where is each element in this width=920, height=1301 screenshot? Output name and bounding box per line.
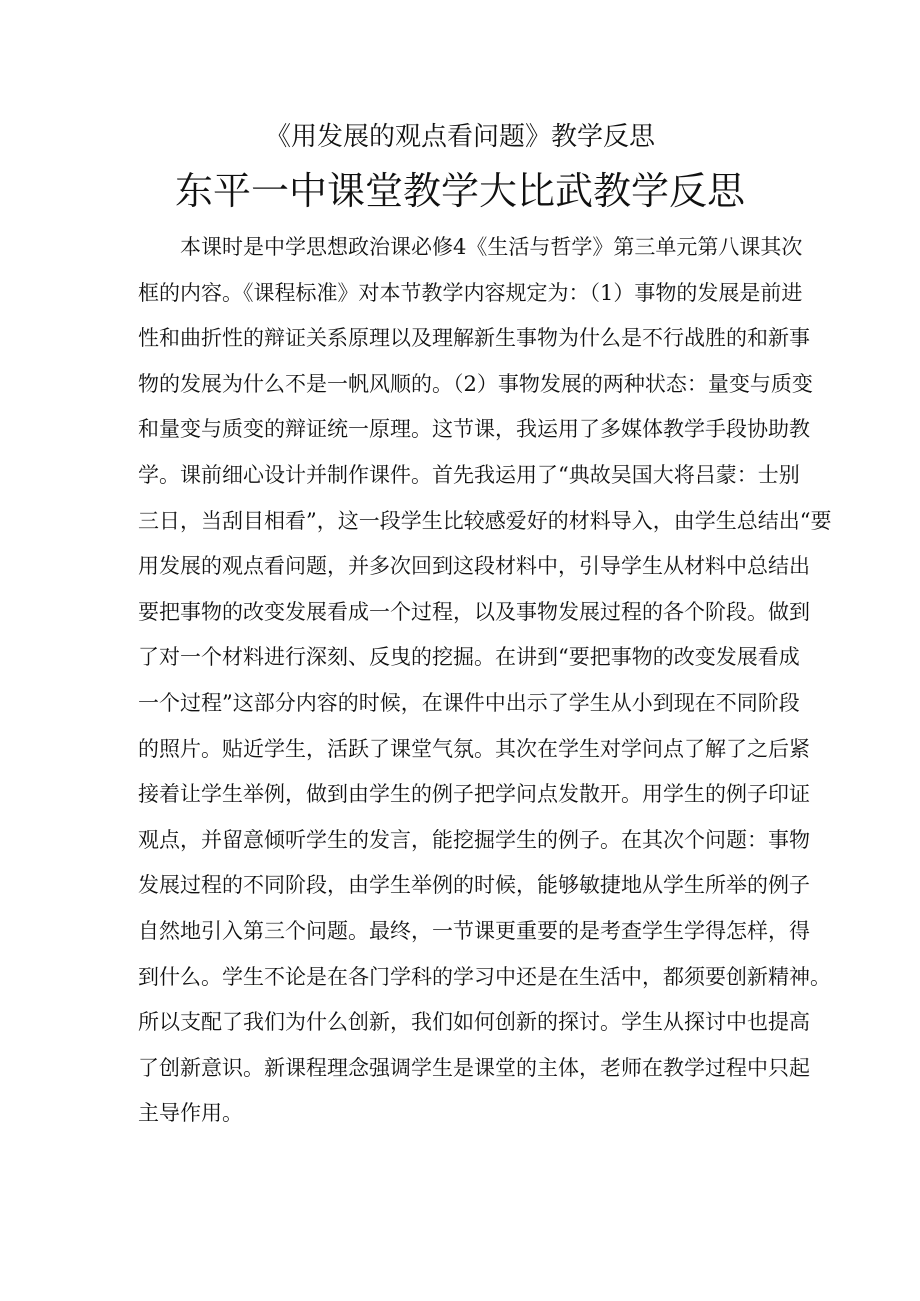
paragraph-line: 观点，并留意倾听学生的发言，能挖掘学生的例子。在其次个问题：事物 [138, 827, 810, 852]
paragraph-line: 三日，当刮目相看”，这一段学生比较感爱好的材料导入，由学生总结出“要 [138, 508, 832, 533]
document-subtitle: 东平一中课堂教学大比武教学反思 [174, 169, 745, 213]
document-title: 《用发展的观点看问题》教学反思 [264, 122, 655, 152]
paragraph-line: 的照片。贴近学生，活跃了课堂气氛。其次在学生对学问点了解了之后紧 [138, 736, 810, 761]
body-paragraph [138, 225, 832, 1137]
paragraph-line: 学。课前细心设计并制作课件。首先我运用了“典故吴国大将吕蒙：士别 [138, 462, 800, 487]
paragraph-line: 一个过程”这部分内容的时候，在课件中出示了学生从小到现在不同阶段 [138, 690, 800, 715]
paragraph-line: 用发展的观点看问题，并多次回到这段材料中，引导学生从材料中总结出 [138, 554, 810, 579]
paragraph-line: 自然地引入第三个问题。最终，一节课更重要的是考查学生学得怎样，得 [138, 918, 810, 943]
paragraph-line: 性和曲折性的辩证关系原理以及理解新生事物为什么是不行战胜的和新事 [138, 326, 810, 351]
paragraph-line: 物的发展为什么不是一帆风顺的。（2）事物发展的两种状态：量变与质变 [138, 371, 813, 396]
paragraph-line: 和量变与质变的辩证统一原理。这节课，我运用了多媒体教学手段协助教 [138, 417, 810, 442]
paragraph-line: 所以支配了我们为什么创新，我们如何创新的探讨。学生从探讨中也提高 [138, 1010, 810, 1035]
paragraph-line: 主导作用。 [138, 1101, 243, 1126]
paragraph-line: 要把事物的改变发展看成一个过程，以及事物发展过程的各个阶段。做到 [138, 599, 810, 624]
paragraph-line: 到什么。学生不论是在各门学科的学习中还是在生活中，都须要创新精神。 [138, 964, 831, 989]
paragraph-line: 发展过程的不同阶段，由学生举例的时候，能够敏捷地从学生所举的例子 [138, 873, 810, 898]
paragraph-line: 了创新意识。新课程理念强调学生是课堂的主体，老师在教学过程中只起 [138, 1055, 810, 1080]
paragraph-line: 了对一个材料进行深刻、反曳的挖掘。在讲到“要把事物的改变发展看成 [138, 645, 800, 670]
paragraph-line: 框的内容。《课程标准》对本节教学内容规定为：（1）事物的发展是前进 [138, 280, 803, 305]
paragraph-line: 接着让学生举例，做到由学生的例子把学问点发散开。用学生的例子印证 [138, 782, 810, 807]
paragraph-line: 本课时是中学思想政治课必修4《生活与哲学》第三单元第八课其次 [180, 235, 803, 259]
